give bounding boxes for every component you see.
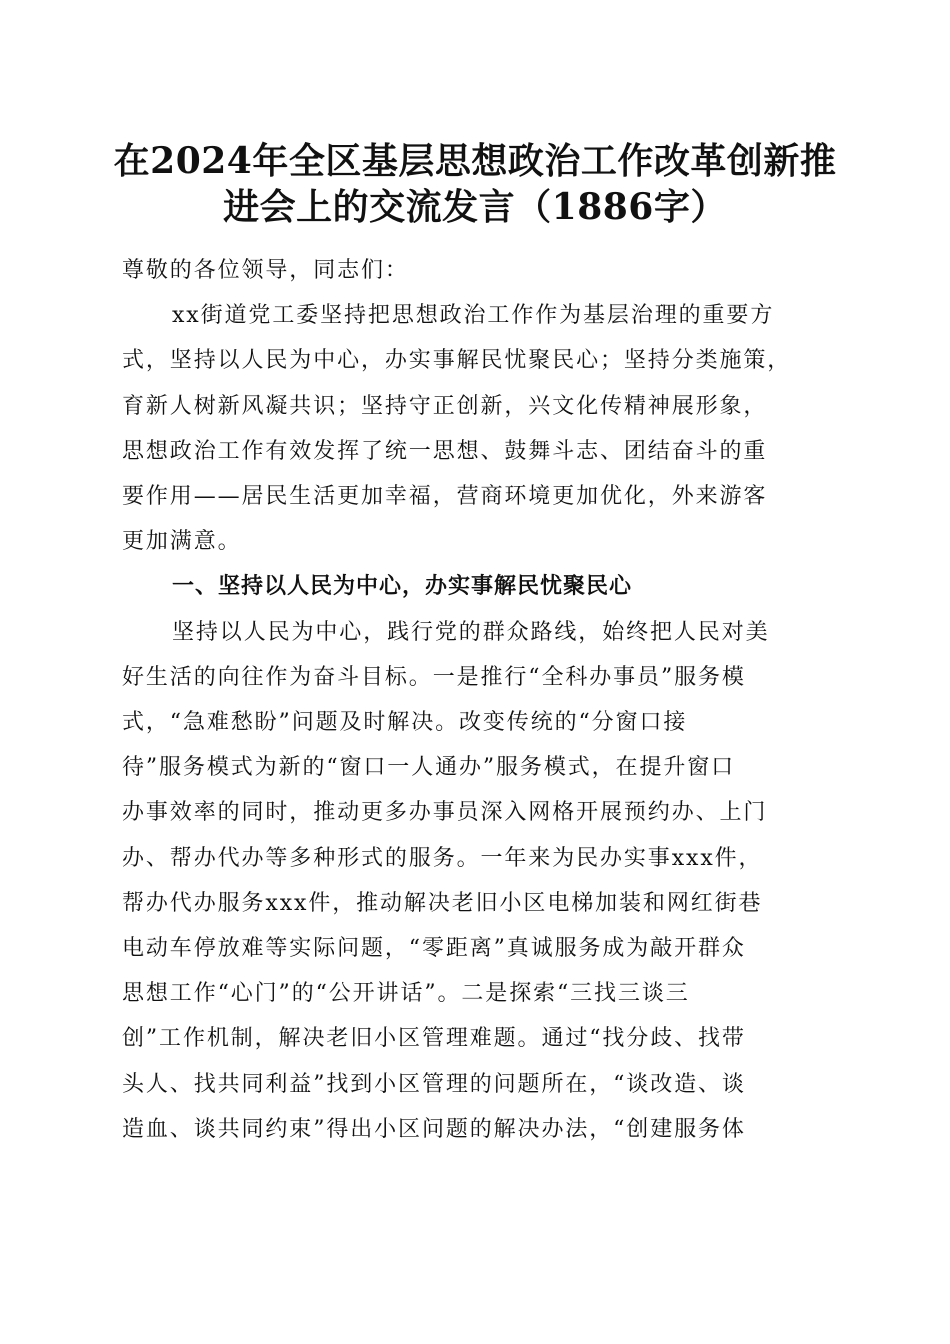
section-line: 帮办代办服务xxx件，推动解决老旧小区电梯加装和网红街巷 (122, 890, 763, 916)
intro-line: xx街道党工委坚持把思想政治工作作为基层治理的重要方 (172, 303, 775, 329)
section-line: 造血、谈共同约束”得出小区问题的解决办法，“创建服务体 (122, 1116, 746, 1142)
section-line: 好生活的向往作为奋斗目标。一是推行“全科办事员”服务模 (122, 664, 746, 690)
document-title (100, 138, 850, 230)
section-line: 电动车停放难等实际问题，“零距离”真诚服务成为敲开群众 (122, 936, 746, 962)
salutation: 尊敬的各位领导，同志们： (122, 258, 409, 283)
section-line: 创”工作机制，解决老旧小区管理难题。通过“找分歧、找带 (122, 1026, 746, 1052)
intro-line: 式，坚持以人民为中心，办实事解民忧聚民心；坚持分类施策， (122, 348, 792, 374)
intro-line: 育新人树新风凝共识；坚持守正创新，兴文化传精神展形象， (122, 393, 768, 419)
intro-line: 更加满意。 (122, 529, 242, 555)
section-line: 办、帮办代办等多种形式的服务。一年来为民办实事xxx件， (122, 845, 763, 871)
intro-line: 要作用——居民生活更加幸福，营商环境更加优化，外来游客 (122, 484, 768, 510)
section-line: 头人、找共同利益”找到小区管理的问题所在，“谈改造、谈 (122, 1071, 746, 1097)
intro-line: 思想政治工作有效发挥了统一思想、鼓舞斗志、团结奋斗的重 (122, 438, 768, 464)
title-line-2: 进会上的交流发言（1886字） (223, 186, 727, 228)
section-line: 思想工作“心门”的“公开讲话”。二是探索“三找三谈三 (122, 981, 690, 1007)
section-line: 办事效率的同时，推动更多办事员深入网格开展预约办、上门 (122, 800, 768, 826)
section-line: 待”服务模式为新的“窗口一人通办”服务模式，在提升窗口 (122, 755, 736, 781)
document-body (122, 248, 834, 1152)
section-line: 式，“急难愁盼”问题及时解决。改变传统的“分窗口接 (122, 710, 688, 736)
section-heading: 一、坚持以人民为中心，办实事解民忧聚民心 (172, 574, 633, 600)
title-line-1: 在2024年全区基层思想政治工作改革创新推 (113, 140, 837, 182)
section-line: 坚持以人民为中心，践行党的群众路线，始终把人民对美 (172, 619, 770, 645)
